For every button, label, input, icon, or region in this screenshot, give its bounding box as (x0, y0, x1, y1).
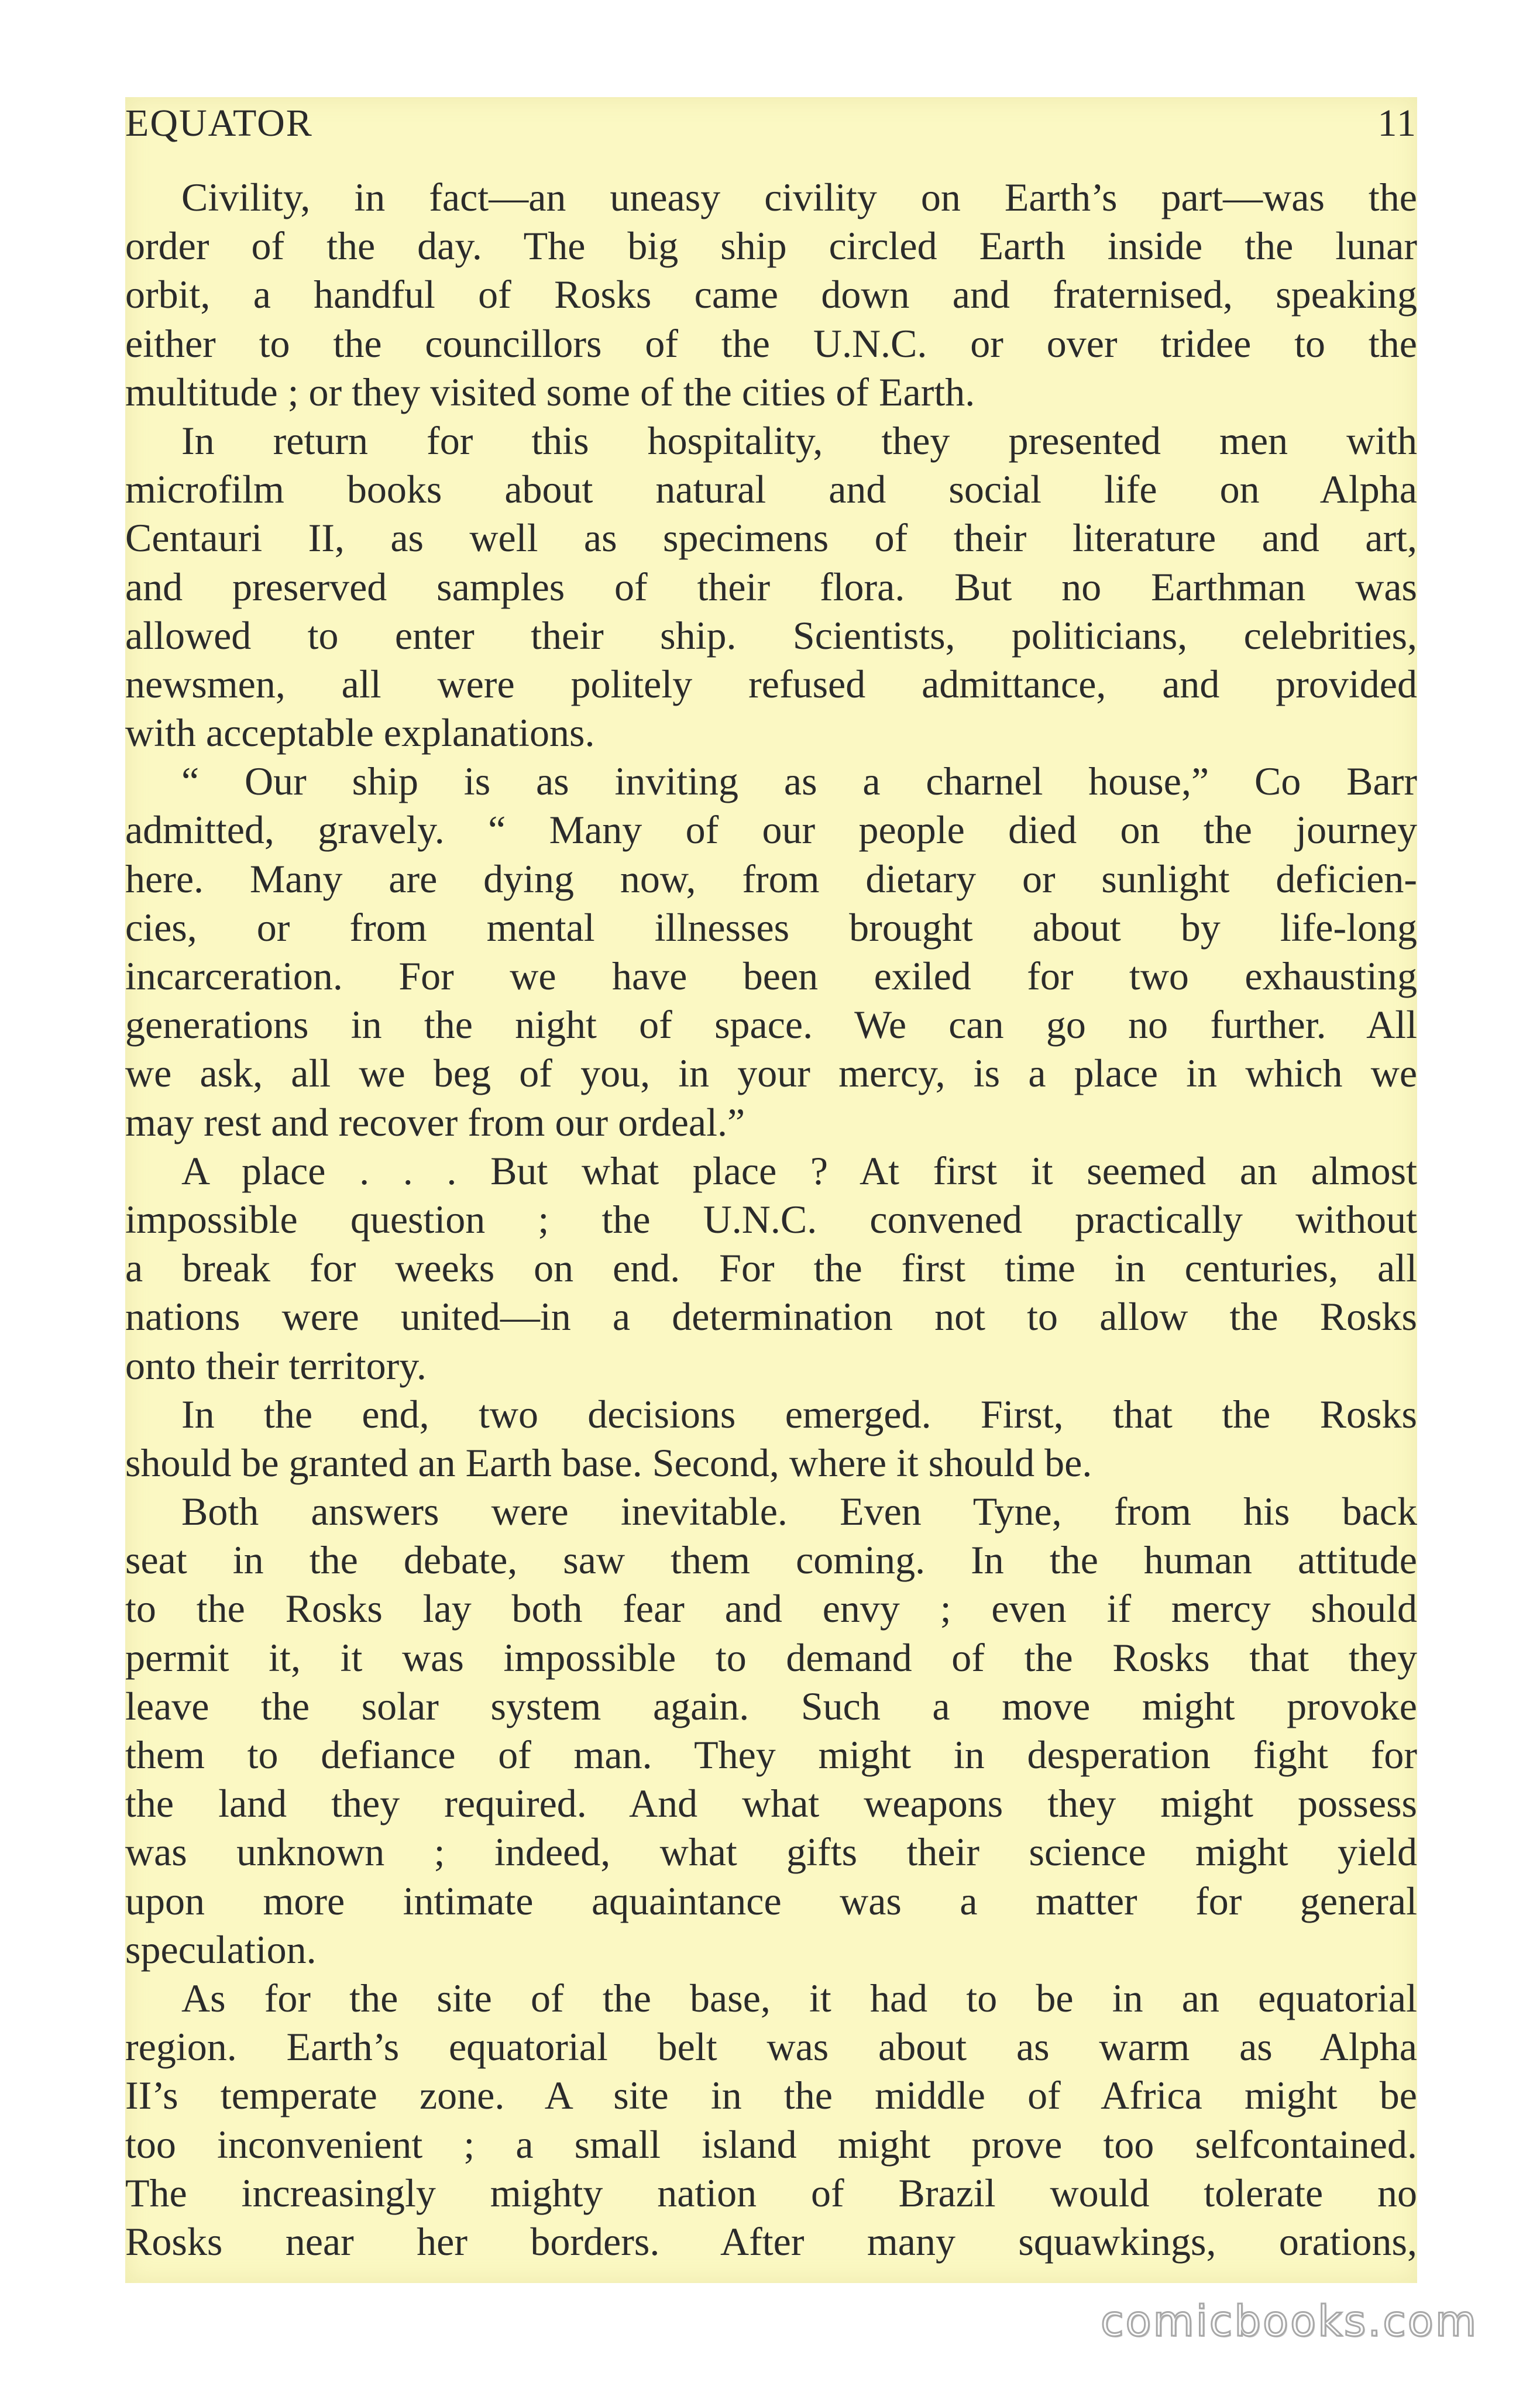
text-line: cies, or from mental illnesses brought about by life-long (125, 905, 1417, 950)
text-line: should be granted an Earth base. Second, where it should be. (125, 1440, 1092, 1485)
text-line: admitted, gravely. “ Many of our people died on the journey (125, 807, 1417, 852)
text-line: impossible question ; the U.N.C. convened practically without (125, 1197, 1417, 1242)
text-line: here. Many are dying now, from dietary or sunlight deficien- (125, 856, 1417, 901)
text-line: In return for this hospitality, they presented men with (181, 418, 1417, 463)
text-line: order of the day. The big ship circled Earth inside the lunar (125, 224, 1417, 269)
text-line: allowed to enter their ship. Scientists, politicians, celebrities, (125, 613, 1417, 658)
text-line: a break for weeks on end. For the first time in centuries, all (125, 1246, 1417, 1291)
text-line: “ Our ship is as inviting as a charnel house,” Co Barr (181, 759, 1417, 804)
text-line: orbit, a handful of Rosks came down and fraternised, speaking (125, 272, 1417, 317)
paragraph (125, 1390, 1417, 1487)
text-line: microfilm books about natural and social life on Alpha (125, 467, 1417, 512)
text-line: may rest and recover from our ordeal.” (125, 1099, 745, 1144)
paragraph (125, 1487, 1417, 1974)
text-line: newsmen, all were politely refused admittance, and provided (125, 661, 1417, 706)
text-line: In the end, two decisions emerged. First, that the Rosks (181, 1391, 1417, 1436)
text-line: Centauri II, as well as specimens of their literature and art, (125, 515, 1417, 561)
text-line: Civility, in fact—an uneasy civility on Earth’s part—was the (181, 175, 1417, 219)
page-number: 11 (1377, 102, 1417, 145)
text-line: and preserved samples of their flora. But no Earthman was (125, 564, 1417, 609)
text-line: II’s temperate zone. A site in the middle of Africa might be (125, 2073, 1417, 2118)
text-line: The increasingly mighty nation of Brazil would tolerate no (125, 2170, 1417, 2215)
text-line: leave the solar system again. Such a move might provoke (125, 1683, 1417, 1728)
text-line: onto their territory. (125, 1343, 427, 1388)
text-line: incarceration. For we have been exiled for two exhausting (125, 954, 1417, 998)
watermark: comicbooks.com (1100, 2296, 1478, 2346)
body-text (125, 173, 1417, 2266)
text-line: Rosks near her borders. After many squawkings, orations, (125, 2219, 1417, 2264)
text-line: Both answers were inevitable. Even Tyne, from his back (181, 1489, 1417, 1534)
running-head (125, 97, 1417, 150)
text-line: region. Earth’s equatorial belt was about as warm as Alpha (125, 2024, 1417, 2069)
text-line: As for the site of the base, it had to be in an equatorial (181, 1975, 1417, 2020)
text-line: multitude ; or they visited some of the cities of Earth. (125, 369, 975, 414)
book-page (125, 97, 1417, 2283)
text-line: was unknown ; indeed, what gifts their science might yield (125, 1830, 1417, 1875)
text-line: speculation. (125, 1927, 317, 1972)
running-head-title: EQUATOR (125, 102, 313, 145)
text-line: with acceptable explanations. (125, 710, 595, 755)
text-line: the land they required. And what weapons they might possess (125, 1781, 1417, 1826)
text-line: A place . . . But what place ? At first it seemed an almost (181, 1148, 1417, 1193)
text-line: seat in the debate, saw them coming. In the human attitude (125, 1538, 1417, 1583)
paragraph (125, 173, 1417, 417)
text-line: too inconvenient ; a small island might prove too selfcontained. (125, 2122, 1417, 2167)
paragraph (125, 1147, 1417, 1390)
text-line: either to the councillors of the U.N.C. or over tridee to the (125, 321, 1417, 366)
paragraph (125, 417, 1417, 757)
text-line: nations were united—in a determination not to allow the Rosks (125, 1294, 1417, 1339)
paragraph (125, 757, 1417, 1147)
text-line: to the Rosks lay both fear and envy ; even if mercy should (125, 1586, 1417, 1631)
text-line: we ask, all we beg of you, in your mercy, is a place in which we (125, 1051, 1417, 1096)
text-line: permit it, it was impossible to demand of the Rosks that they (125, 1635, 1417, 1680)
paragraph (125, 1974, 1417, 2266)
text-line: generations in the night of space. We can go no further. All (125, 1002, 1417, 1047)
text-line: upon more intimate aquaintance was a matter for general (125, 1878, 1417, 1923)
text-line: them to defiance of man. They might in desperation fight for (125, 1732, 1417, 1777)
